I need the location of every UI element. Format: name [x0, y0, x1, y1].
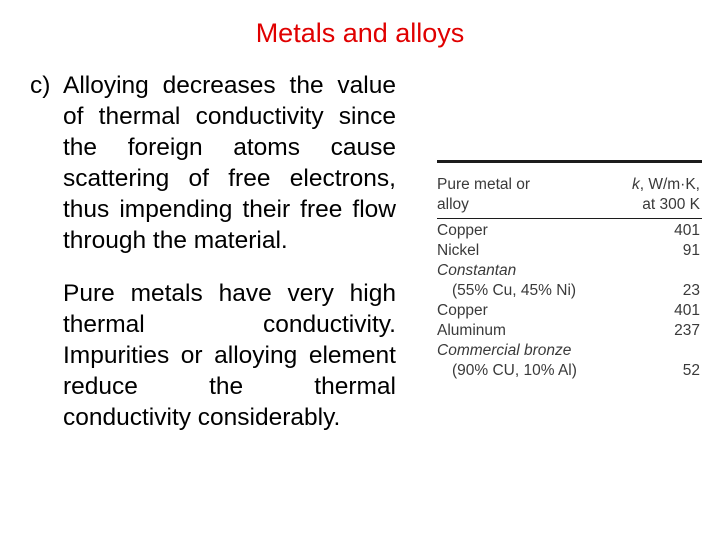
table-cell-value: 237 [674, 322, 700, 339]
table-cell-value: 52 [682, 362, 700, 379]
table-header-row-1 [437, 175, 702, 195]
paragraph-2 [30, 278, 396, 433]
table-row [437, 281, 702, 301]
slide-title: Metals and alloys [255, 18, 465, 48]
body-text [30, 70, 396, 433]
header-temperature: at 300 K [642, 196, 700, 213]
table-cell-name: Aluminum [437, 322, 506, 339]
table-cell-name: Nickel [437, 242, 480, 259]
table-cell-value [700, 341, 702, 361]
table-cell-name: Copper [437, 302, 488, 319]
table-header-row-2 [437, 195, 702, 215]
table-row [437, 341, 702, 361]
table-cell-name: Constantan [437, 262, 517, 279]
table-row [437, 301, 702, 321]
paragraph-marker: c) [30, 72, 51, 99]
table-row [437, 221, 702, 241]
conductivity-table [437, 160, 702, 381]
table-cell-value: 401 [674, 302, 700, 319]
table-row [437, 261, 702, 281]
table-cell-name: Copper [437, 222, 488, 239]
table-cell-value [700, 261, 702, 281]
table-header-rule [437, 218, 702, 219]
paragraph-2-text: Pure metals have very high thermal conductivity. Impurities or alloying element reduce the thermal conductivity considerably. [63, 280, 396, 431]
header-material: Pure metal or [437, 176, 531, 193]
table-row [437, 361, 702, 381]
table-cell-value: 401 [674, 222, 700, 239]
table-cell-value: 23 [682, 282, 700, 299]
table-row [437, 241, 702, 261]
table-top-rule [437, 160, 702, 163]
table-cell-name: (55% Cu, 45% Ni) [452, 282, 577, 299]
paragraph-c [30, 70, 396, 256]
table-cell-name: (90% CU, 10% Al) [452, 362, 577, 379]
header-material-line2: alloy [437, 196, 469, 213]
table-cell-name: Commercial bronze [437, 342, 572, 359]
table-row [437, 321, 702, 341]
header-conductivity-rest: , W/m·K, [639, 176, 700, 193]
table-cell-value: 91 [682, 242, 700, 259]
header-conductivity: k, W/m·K, [631, 176, 700, 193]
paragraph-c-text: Alloying decreases the value of thermal conductivity since the foreign atoms cause scattering of free electrons, thus impending their free flow through the material. [63, 72, 396, 254]
